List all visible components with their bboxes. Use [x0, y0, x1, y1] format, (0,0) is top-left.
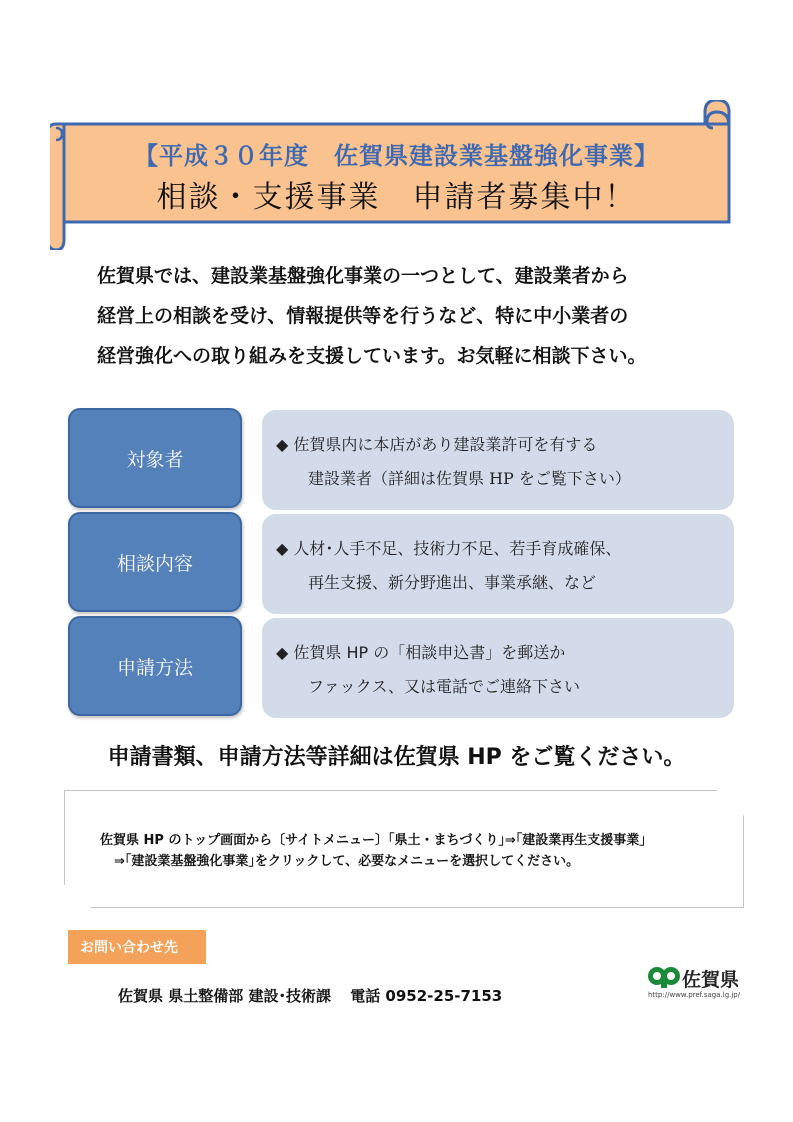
row-body-line: ◆ 佐賀県 HP の「相談申込書」を郵送か [276, 643, 566, 662]
logo-url[interactable]: http://www.pref.saga.lg.jp/ [648, 991, 741, 999]
row-label-consultation: 相談内容 [68, 512, 242, 612]
row-body-line: ◆ 佐賀県内に本店があり建設業許可を有する [276, 435, 598, 454]
note-line: ⇒｢建設業基盤強化事業｣をクリックして、必要なメニューを選択してください。 [114, 854, 580, 869]
contact-line [118, 985, 516, 1006]
row-label-application: 申請方法 [68, 616, 242, 716]
contact-phone: 電話 0952-25-7153 [350, 987, 503, 1005]
logo-name: 佐賀県 [682, 969, 740, 991]
navigation-note-text [100, 830, 646, 872]
note-line: 佐賀県 HP のトップ画面から〔サイトメニュー〕｢県土・まちづくり｣⇒｢建設業再生支援事業｣ [100, 833, 646, 848]
intro-line: 佐賀県では、建設業基盤強化事業の一つとして、建設業者から [97, 265, 629, 287]
intro-line: 経営強化への取り組みを支援しています。お気軽に相談下さい。 [97, 345, 647, 367]
details-headline: 申請書類、申請方法等詳細は佐賀県 HP をご覧ください。 [107, 745, 686, 770]
row-body-line: ファックス、又は電話でご連絡下さい [308, 677, 581, 696]
row-body-target [262, 410, 734, 510]
row-body-line: 再生支援、新分野進出、事業承継、など [308, 573, 597, 592]
intro-paragraph [97, 256, 737, 376]
row-body-line: ◆ 人材･人手不足、技術力不足、若手育成確保、 [276, 539, 622, 558]
banner-subtitle: 【平成３０年度 佐賀県建設業基盤強化事業】 [134, 141, 659, 170]
row-body-consultation [262, 514, 734, 614]
contact-tag: お問い合わせ先 [68, 930, 206, 964]
row-body-line: 建設業者（詳細は佐賀県 HP をご覧下さい） [308, 469, 631, 488]
contact-org: 佐賀県 県土整備部 建設･技術課 [118, 987, 331, 1005]
row-body-application [262, 618, 734, 718]
banner-title: 相談・支援事業 申請者募集中！ [156, 180, 637, 215]
row-label-target: 対象者 [68, 408, 242, 508]
intro-line: 経営上の相談を受け、情報提供等を行うなど、特に中小業者の [97, 305, 629, 327]
